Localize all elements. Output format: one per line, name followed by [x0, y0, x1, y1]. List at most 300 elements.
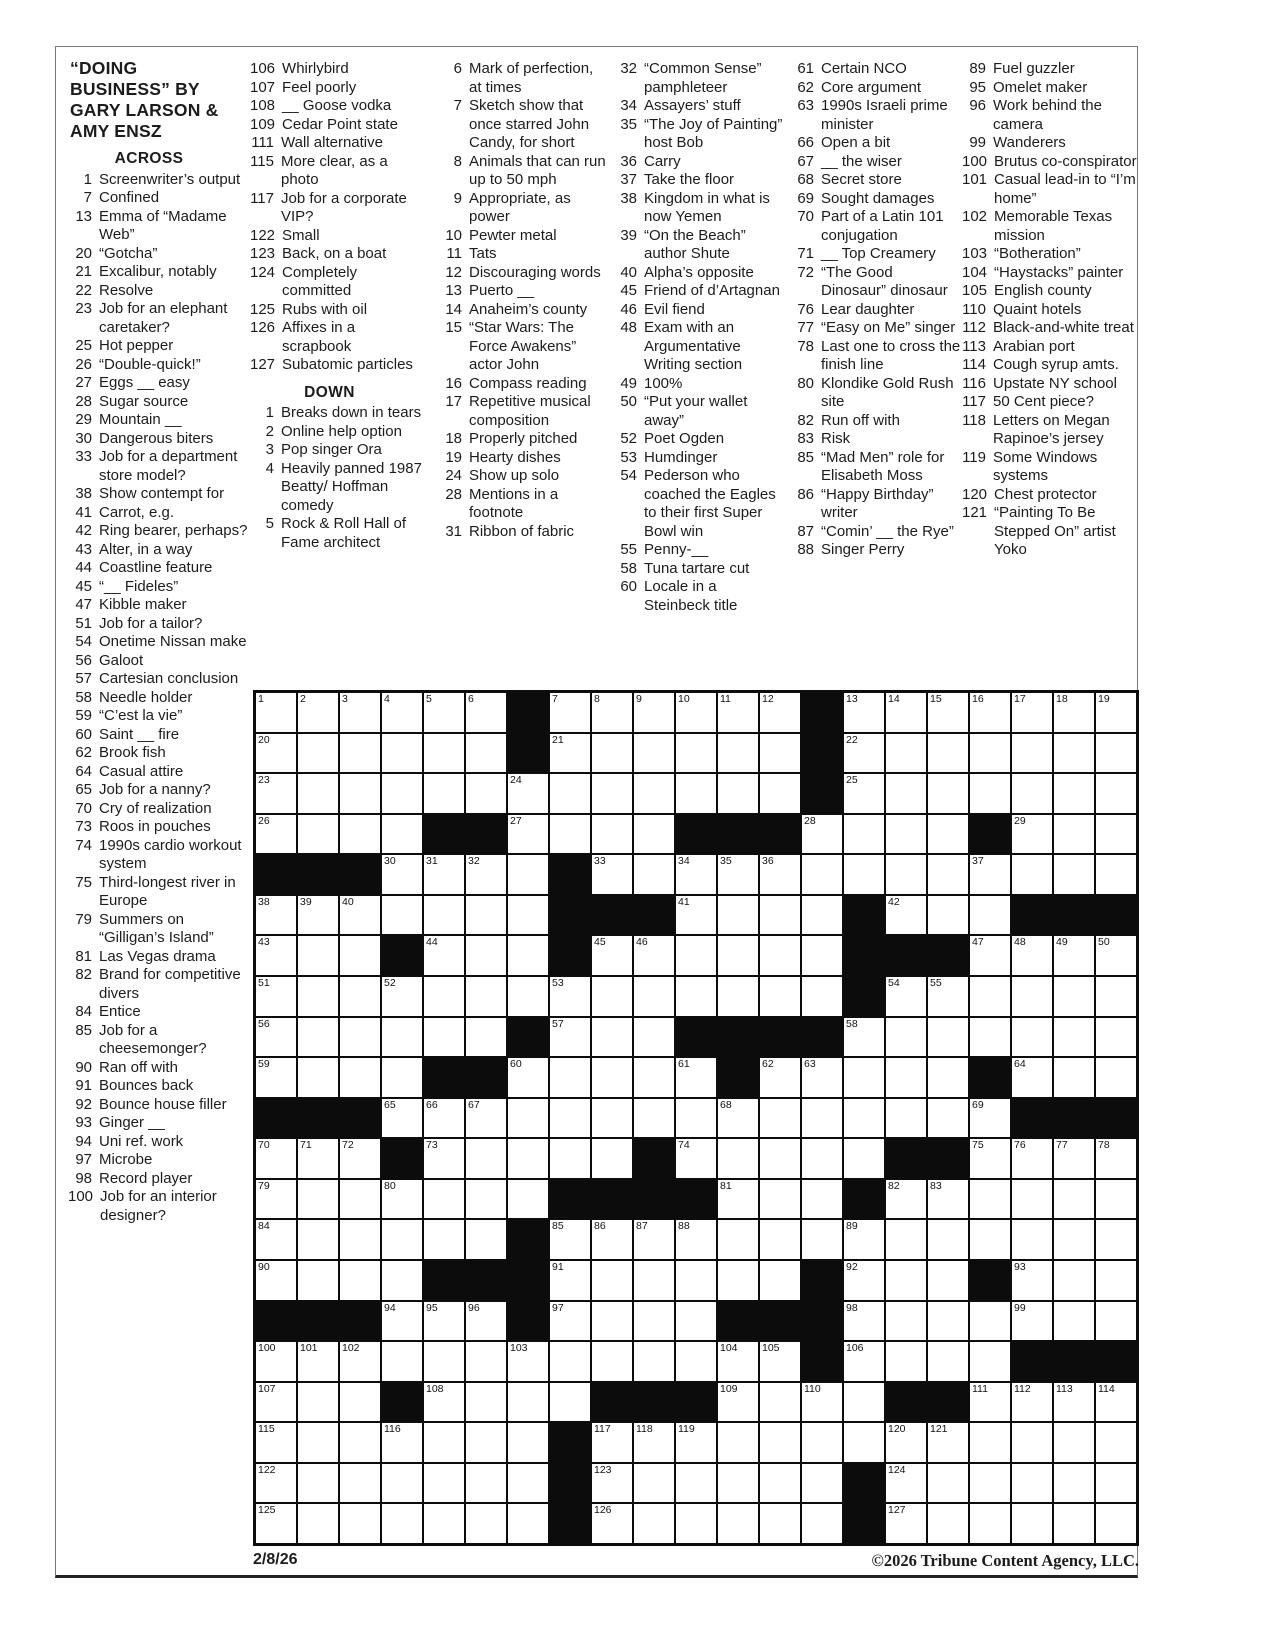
- grid-cell[interactable]: [1095, 1503, 1137, 1544]
- grid-cell[interactable]: [969, 1017, 1011, 1058]
- grid-cell[interactable]: [843, 1057, 885, 1098]
- grid-cell[interactable]: [255, 935, 297, 976]
- grid-cell[interactable]: [1011, 854, 1053, 895]
- grid-cell[interactable]: [549, 1219, 591, 1260]
- grid-cell[interactable]: [1095, 1017, 1137, 1058]
- grid-cell[interactable]: [1011, 1179, 1053, 1220]
- grid-cell[interactable]: [885, 1341, 927, 1382]
- grid-cell[interactable]: [885, 1179, 927, 1220]
- grid-cell[interactable]: [885, 1057, 927, 1098]
- grid-cell[interactable]: [1011, 814, 1053, 855]
- grid-cell[interactable]: [423, 1341, 465, 1382]
- grid-cell[interactable]: [255, 1179, 297, 1220]
- grid-cell[interactable]: [969, 1219, 1011, 1260]
- grid-cell[interactable]: [927, 1219, 969, 1260]
- grid-cell[interactable]: [927, 1179, 969, 1220]
- grid-cell[interactable]: [1053, 976, 1095, 1017]
- grid-cell[interactable]: [591, 1301, 633, 1342]
- grid-cell[interactable]: [549, 1138, 591, 1179]
- grid-cell[interactable]: [969, 773, 1011, 814]
- grid-cell[interactable]: [843, 692, 885, 733]
- grid-cell[interactable]: [801, 1098, 843, 1139]
- grid-cell[interactable]: [843, 1301, 885, 1342]
- grid-cell[interactable]: [297, 692, 339, 733]
- grid-cell[interactable]: [633, 814, 675, 855]
- grid-cell[interactable]: [675, 1341, 717, 1382]
- grid-cell[interactable]: [549, 1057, 591, 1098]
- grid-cell[interactable]: [969, 733, 1011, 774]
- grid-cell[interactable]: [1011, 1382, 1053, 1423]
- grid-cell[interactable]: [885, 1017, 927, 1058]
- grid-cell[interactable]: [297, 1382, 339, 1423]
- grid-cell[interactable]: [1095, 733, 1137, 774]
- grid-cell[interactable]: [633, 935, 675, 976]
- grid-cell[interactable]: [507, 976, 549, 1017]
- grid-cell[interactable]: [969, 976, 1011, 1017]
- grid-cell[interactable]: [591, 1057, 633, 1098]
- grid-cell[interactable]: [717, 1503, 759, 1544]
- grid-cell[interactable]: [339, 1138, 381, 1179]
- grid-cell[interactable]: [255, 1382, 297, 1423]
- grid-cell[interactable]: [885, 773, 927, 814]
- grid-cell[interactable]: [1011, 976, 1053, 1017]
- grid-cell[interactable]: [927, 976, 969, 1017]
- grid-cell[interactable]: [255, 1341, 297, 1382]
- grid-cell[interactable]: [675, 935, 717, 976]
- grid-cell[interactable]: [423, 1179, 465, 1220]
- grid-cell[interactable]: [1011, 935, 1053, 976]
- grid-cell[interactable]: [1095, 692, 1137, 733]
- grid-cell[interactable]: [297, 1057, 339, 1098]
- grid-cell[interactable]: [801, 1503, 843, 1544]
- grid-cell[interactable]: [255, 692, 297, 733]
- grid-cell[interactable]: [465, 1017, 507, 1058]
- grid-cell[interactable]: [759, 1341, 801, 1382]
- grid-cell[interactable]: [465, 854, 507, 895]
- grid-cell[interactable]: [1011, 1463, 1053, 1504]
- grid-cell[interactable]: [297, 1017, 339, 1058]
- grid-cell[interactable]: [1053, 1382, 1095, 1423]
- grid-cell[interactable]: [465, 1179, 507, 1220]
- grid-cell[interactable]: [297, 814, 339, 855]
- grid-cell[interactable]: [339, 814, 381, 855]
- grid-cell[interactable]: [297, 1503, 339, 1544]
- grid-cell[interactable]: [843, 1422, 885, 1463]
- grid-cell[interactable]: [633, 733, 675, 774]
- grid-cell[interactable]: [381, 773, 423, 814]
- grid-cell[interactable]: [801, 854, 843, 895]
- grid-cell[interactable]: [1095, 1179, 1137, 1220]
- grid-cell[interactable]: [885, 1098, 927, 1139]
- grid-cell[interactable]: [591, 935, 633, 976]
- grid-cell[interactable]: [843, 1098, 885, 1139]
- grid-cell[interactable]: [549, 814, 591, 855]
- grid-cell[interactable]: [1095, 1260, 1137, 1301]
- grid-cell[interactable]: [381, 1301, 423, 1342]
- grid-cell[interactable]: [843, 1382, 885, 1423]
- grid-cell[interactable]: [423, 692, 465, 733]
- grid-cell[interactable]: [507, 773, 549, 814]
- grid-cell[interactable]: [717, 1260, 759, 1301]
- grid-cell[interactable]: [969, 1382, 1011, 1423]
- grid-cell[interactable]: [507, 1179, 549, 1220]
- grid-cell[interactable]: [927, 1260, 969, 1301]
- grid-cell[interactable]: [843, 1341, 885, 1382]
- grid-cell[interactable]: [801, 1179, 843, 1220]
- grid-cell[interactable]: [507, 1422, 549, 1463]
- grid-cell[interactable]: [297, 1219, 339, 1260]
- grid-cell[interactable]: [843, 733, 885, 774]
- grid-cell[interactable]: [1095, 1138, 1137, 1179]
- grid-cell[interactable]: [927, 773, 969, 814]
- grid-cell[interactable]: [927, 1301, 969, 1342]
- grid-cell[interactable]: [969, 1098, 1011, 1139]
- grid-cell[interactable]: [717, 692, 759, 733]
- grid-cell[interactable]: [381, 1057, 423, 1098]
- grid-cell[interactable]: [927, 1098, 969, 1139]
- grid-cell[interactable]: [381, 1098, 423, 1139]
- grid-cell[interactable]: [633, 1219, 675, 1260]
- grid-cell[interactable]: [717, 854, 759, 895]
- grid-cell[interactable]: [1011, 1503, 1053, 1544]
- grid-cell[interactable]: [1095, 1422, 1137, 1463]
- grid-cell[interactable]: [843, 814, 885, 855]
- grid-cell[interactable]: [927, 814, 969, 855]
- grid-cell[interactable]: [255, 1463, 297, 1504]
- grid-cell[interactable]: [255, 1260, 297, 1301]
- grid-cell[interactable]: [339, 1463, 381, 1504]
- grid-cell[interactable]: [885, 854, 927, 895]
- grid-cell[interactable]: [1095, 1219, 1137, 1260]
- grid-cell[interactable]: [927, 692, 969, 733]
- grid-cell[interactable]: [759, 1382, 801, 1423]
- grid-cell[interactable]: [801, 814, 843, 855]
- grid-cell[interactable]: [1095, 1463, 1137, 1504]
- grid-cell[interactable]: [339, 1179, 381, 1220]
- grid-cell[interactable]: [633, 1098, 675, 1139]
- grid-cell[interactable]: [255, 976, 297, 1017]
- grid-cell[interactable]: [1053, 1219, 1095, 1260]
- grid-cell[interactable]: [591, 1098, 633, 1139]
- grid-cell[interactable]: [591, 773, 633, 814]
- grid-cell[interactable]: [969, 1138, 1011, 1179]
- grid-cell[interactable]: [1011, 773, 1053, 814]
- grid-cell[interactable]: [465, 1422, 507, 1463]
- grid-cell[interactable]: [549, 976, 591, 1017]
- grid-cell[interactable]: [927, 1057, 969, 1098]
- grid-cell[interactable]: [633, 1260, 675, 1301]
- grid-cell[interactable]: [423, 976, 465, 1017]
- grid-cell[interactable]: [675, 692, 717, 733]
- grid-cell[interactable]: [1095, 976, 1137, 1017]
- grid-cell[interactable]: [591, 733, 633, 774]
- grid-cell[interactable]: [255, 1422, 297, 1463]
- grid-cell[interactable]: [381, 1260, 423, 1301]
- grid-cell[interactable]: [927, 1503, 969, 1544]
- grid-cell[interactable]: [759, 692, 801, 733]
- grid-cell[interactable]: [591, 1341, 633, 1382]
- grid-cell[interactable]: [759, 773, 801, 814]
- grid-cell[interactable]: [465, 1138, 507, 1179]
- grid-cell[interactable]: [927, 854, 969, 895]
- grid-cell[interactable]: [381, 1341, 423, 1382]
- grid-cell[interactable]: [381, 814, 423, 855]
- grid-cell[interactable]: [675, 773, 717, 814]
- grid-cell[interactable]: [759, 1260, 801, 1301]
- grid-cell[interactable]: [507, 935, 549, 976]
- grid-cell[interactable]: [255, 1503, 297, 1544]
- grid-cell[interactable]: [1011, 1219, 1053, 1260]
- grid-cell[interactable]: [381, 854, 423, 895]
- grid-cell[interactable]: [339, 1422, 381, 1463]
- grid-cell[interactable]: [969, 854, 1011, 895]
- grid-cell[interactable]: [507, 1503, 549, 1544]
- grid-cell[interactable]: [591, 1138, 633, 1179]
- grid-cell[interactable]: [801, 1138, 843, 1179]
- grid-cell[interactable]: [255, 814, 297, 855]
- grid-cell[interactable]: [549, 1098, 591, 1139]
- grid-cell[interactable]: [507, 895, 549, 936]
- grid-cell[interactable]: [969, 692, 1011, 733]
- grid-cell[interactable]: [885, 1503, 927, 1544]
- grid-cell[interactable]: [885, 692, 927, 733]
- grid-cell[interactable]: [381, 895, 423, 936]
- grid-cell[interactable]: [591, 692, 633, 733]
- grid-cell[interactable]: [717, 1382, 759, 1423]
- grid-cell[interactable]: [675, 895, 717, 936]
- grid-cell[interactable]: [381, 692, 423, 733]
- grid-cell[interactable]: [591, 814, 633, 855]
- grid-cell[interactable]: [717, 733, 759, 774]
- grid-cell[interactable]: [381, 1219, 423, 1260]
- grid-cell[interactable]: [843, 773, 885, 814]
- grid-cell[interactable]: [633, 1017, 675, 1058]
- grid-cell[interactable]: [549, 1382, 591, 1423]
- grid-cell[interactable]: [297, 733, 339, 774]
- grid-cell[interactable]: [927, 1341, 969, 1382]
- grid-cell[interactable]: [1011, 1057, 1053, 1098]
- grid-cell[interactable]: [885, 1219, 927, 1260]
- grid-cell[interactable]: [297, 1422, 339, 1463]
- grid-cell[interactable]: [801, 935, 843, 976]
- grid-cell[interactable]: [1095, 773, 1137, 814]
- grid-cell[interactable]: [507, 1463, 549, 1504]
- grid-cell[interactable]: [717, 1219, 759, 1260]
- grid-cell[interactable]: [465, 976, 507, 1017]
- grid-cell[interactable]: [297, 935, 339, 976]
- grid-cell[interactable]: [843, 1138, 885, 1179]
- grid-cell[interactable]: [675, 976, 717, 1017]
- grid-cell[interactable]: [1053, 1057, 1095, 1098]
- grid-cell[interactable]: [675, 733, 717, 774]
- grid-cell[interactable]: [675, 854, 717, 895]
- grid-cell[interactable]: [507, 1098, 549, 1139]
- grid-cell[interactable]: [1053, 733, 1095, 774]
- grid-cell[interactable]: [297, 773, 339, 814]
- grid-cell[interactable]: [591, 1463, 633, 1504]
- grid-cell[interactable]: [465, 1341, 507, 1382]
- grid-cell[interactable]: [423, 773, 465, 814]
- grid-cell[interactable]: [549, 692, 591, 733]
- grid-cell[interactable]: [885, 1422, 927, 1463]
- grid-cell[interactable]: [1011, 1422, 1053, 1463]
- grid-cell[interactable]: [1011, 1017, 1053, 1058]
- grid-cell[interactable]: [591, 1260, 633, 1301]
- grid-cell[interactable]: [717, 1463, 759, 1504]
- grid-cell[interactable]: [465, 1382, 507, 1423]
- grid-cell[interactable]: [1011, 1260, 1053, 1301]
- grid-cell[interactable]: [423, 1463, 465, 1504]
- grid-cell[interactable]: [759, 733, 801, 774]
- grid-cell[interactable]: [969, 1341, 1011, 1382]
- grid-cell[interactable]: [465, 895, 507, 936]
- grid-cell[interactable]: [591, 1219, 633, 1260]
- grid-cell[interactable]: [969, 1179, 1011, 1220]
- grid-cell[interactable]: [255, 1017, 297, 1058]
- grid-cell[interactable]: [297, 1138, 339, 1179]
- grid-cell[interactable]: [423, 1017, 465, 1058]
- grid-cell[interactable]: [465, 1301, 507, 1342]
- grid-cell[interactable]: [549, 733, 591, 774]
- grid-cell[interactable]: [507, 1382, 549, 1423]
- grid-cell[interactable]: [465, 692, 507, 733]
- grid-cell[interactable]: [885, 1260, 927, 1301]
- grid-cell[interactable]: [423, 733, 465, 774]
- grid-cell[interactable]: [423, 854, 465, 895]
- grid-cell[interactable]: [717, 1422, 759, 1463]
- grid-cell[interactable]: [969, 935, 1011, 976]
- grid-cell[interactable]: [927, 1017, 969, 1058]
- grid-cell[interactable]: [633, 1301, 675, 1342]
- grid-cell[interactable]: [549, 1341, 591, 1382]
- grid-cell[interactable]: [675, 1503, 717, 1544]
- grid-cell[interactable]: [339, 1260, 381, 1301]
- grid-cell[interactable]: [255, 1138, 297, 1179]
- grid-cell[interactable]: [1095, 1382, 1137, 1423]
- grid-cell[interactable]: [927, 1463, 969, 1504]
- grid-cell[interactable]: [297, 1463, 339, 1504]
- grid-cell[interactable]: [885, 733, 927, 774]
- grid-cell[interactable]: [1095, 854, 1137, 895]
- grid-cell[interactable]: [423, 1138, 465, 1179]
- grid-cell[interactable]: [717, 1179, 759, 1220]
- grid-cell[interactable]: [465, 1503, 507, 1544]
- grid-cell[interactable]: [465, 1098, 507, 1139]
- grid-cell[interactable]: [675, 1260, 717, 1301]
- grid-cell[interactable]: [801, 976, 843, 1017]
- grid-cell[interactable]: [339, 1503, 381, 1544]
- grid-cell[interactable]: [465, 935, 507, 976]
- grid-cell[interactable]: [759, 1503, 801, 1544]
- grid-cell[interactable]: [759, 854, 801, 895]
- grid-cell[interactable]: [1053, 854, 1095, 895]
- grid-cell[interactable]: [591, 1017, 633, 1058]
- grid-cell[interactable]: [507, 1138, 549, 1179]
- grid-cell[interactable]: [759, 976, 801, 1017]
- grid-cell[interactable]: [381, 1503, 423, 1544]
- grid-cell[interactable]: [297, 1260, 339, 1301]
- grid-cell[interactable]: [423, 1219, 465, 1260]
- grid-cell[interactable]: [465, 773, 507, 814]
- grid-cell[interactable]: [885, 814, 927, 855]
- grid-cell[interactable]: [1053, 1260, 1095, 1301]
- grid-cell[interactable]: [633, 1057, 675, 1098]
- grid-cell[interactable]: [591, 854, 633, 895]
- grid-cell[interactable]: [339, 692, 381, 733]
- grid-cell[interactable]: [1095, 935, 1137, 976]
- grid-cell[interactable]: [759, 1179, 801, 1220]
- grid-cell[interactable]: [1053, 692, 1095, 733]
- grid-cell[interactable]: [423, 935, 465, 976]
- grid-cell[interactable]: [969, 1301, 1011, 1342]
- grid-cell[interactable]: [927, 733, 969, 774]
- grid-cell[interactable]: [339, 935, 381, 976]
- grid-cell[interactable]: [675, 1422, 717, 1463]
- grid-cell[interactable]: [423, 1098, 465, 1139]
- grid-cell[interactable]: [717, 1098, 759, 1139]
- grid-cell[interactable]: [843, 1219, 885, 1260]
- grid-cell[interactable]: [591, 1503, 633, 1544]
- grid-cell[interactable]: [549, 773, 591, 814]
- grid-cell[interactable]: [1053, 1179, 1095, 1220]
- grid-cell[interactable]: [465, 1463, 507, 1504]
- grid-cell[interactable]: [381, 1463, 423, 1504]
- grid-cell[interactable]: [927, 1422, 969, 1463]
- grid-cell[interactable]: [423, 1422, 465, 1463]
- grid-cell[interactable]: [339, 773, 381, 814]
- grid-cell[interactable]: [381, 1017, 423, 1058]
- grid-cell[interactable]: [465, 1219, 507, 1260]
- grid-cell[interactable]: [717, 1138, 759, 1179]
- grid-cell[interactable]: [381, 976, 423, 1017]
- grid-cell[interactable]: [801, 1422, 843, 1463]
- grid-cell[interactable]: [759, 1219, 801, 1260]
- grid-cell[interactable]: [423, 895, 465, 936]
- grid-cell[interactable]: [675, 1098, 717, 1139]
- grid-cell[interactable]: [1053, 773, 1095, 814]
- grid-cell[interactable]: [339, 1219, 381, 1260]
- grid-cell[interactable]: [675, 1301, 717, 1342]
- grid-cell[interactable]: [423, 1503, 465, 1544]
- grid-cell[interactable]: [759, 1098, 801, 1139]
- grid-cell[interactable]: [1011, 1301, 1053, 1342]
- grid-cell[interactable]: [1053, 814, 1095, 855]
- grid-cell[interactable]: [465, 733, 507, 774]
- grid-cell[interactable]: [1053, 1138, 1095, 1179]
- grid-cell[interactable]: [633, 1503, 675, 1544]
- grid-cell[interactable]: [717, 1341, 759, 1382]
- grid-cell[interactable]: [255, 1219, 297, 1260]
- grid-cell[interactable]: [885, 895, 927, 936]
- grid-cell[interactable]: [297, 976, 339, 1017]
- grid-cell[interactable]: [339, 1341, 381, 1382]
- grid-cell[interactable]: [633, 692, 675, 733]
- grid-cell[interactable]: [339, 1382, 381, 1423]
- grid-cell[interactable]: [927, 895, 969, 936]
- grid-cell[interactable]: [759, 1138, 801, 1179]
- grid-cell[interactable]: [717, 895, 759, 936]
- grid-cell[interactable]: [1053, 935, 1095, 976]
- grid-cell[interactable]: [885, 1301, 927, 1342]
- grid-cell[interactable]: [1053, 1503, 1095, 1544]
- grid-cell[interactable]: [969, 1422, 1011, 1463]
- grid-cell[interactable]: [591, 1422, 633, 1463]
- grid-cell[interactable]: [339, 976, 381, 1017]
- grid-cell[interactable]: [717, 976, 759, 1017]
- grid-cell[interactable]: [1095, 1057, 1137, 1098]
- grid-cell[interactable]: [759, 1422, 801, 1463]
- grid-cell[interactable]: [381, 1422, 423, 1463]
